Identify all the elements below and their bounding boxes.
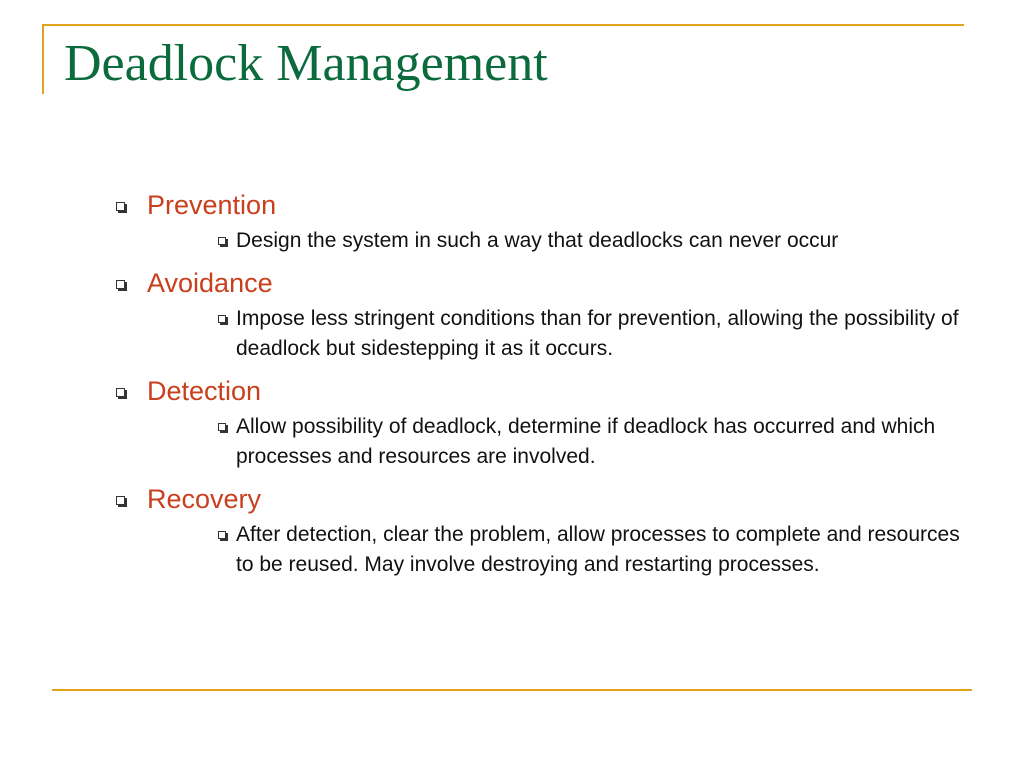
sub-item [218,412,972,472]
list-item-prevention [112,186,972,256]
item-detail: Impose less stringent conditions than for prevention, allowing the possibility of deadlock but sidestepping it as it occurs. [236,307,959,360]
slide-title: Deadlock Management [64,35,548,92]
list-item-avoidance [112,264,972,364]
left-rule [42,24,44,94]
square-bullet-icon [218,531,226,539]
item-detail: Design the system in such a way that deadlocks can never occur [236,229,839,252]
item-heading: Prevention [147,190,277,220]
sub-item [218,304,972,364]
item-heading: Detection [147,376,262,406]
square-bullet-icon [116,388,125,397]
sub-item [218,520,972,580]
item-heading: Avoidance [147,268,273,298]
square-bullet-icon [218,315,226,323]
bottom-rule [52,689,972,691]
item-heading: Recovery [147,484,262,514]
square-bullet-icon [218,423,226,431]
sub-item [218,226,972,256]
list-item-detection [112,372,972,472]
square-bullet-icon [116,496,125,505]
square-bullet-icon [218,237,226,245]
item-detail: After detection, clear the problem, allow processes to complete and resources to be reused. May involve destroying and restarting processes. [236,523,960,576]
square-bullet-icon [116,202,125,211]
square-bullet-icon [116,280,125,289]
bullet-list [112,186,972,588]
item-detail: Allow possibility of deadlock, determine if deadlock has occurred and which processes and resources are involved. [236,415,936,468]
top-rule [42,24,964,26]
list-item-recovery [112,480,972,580]
